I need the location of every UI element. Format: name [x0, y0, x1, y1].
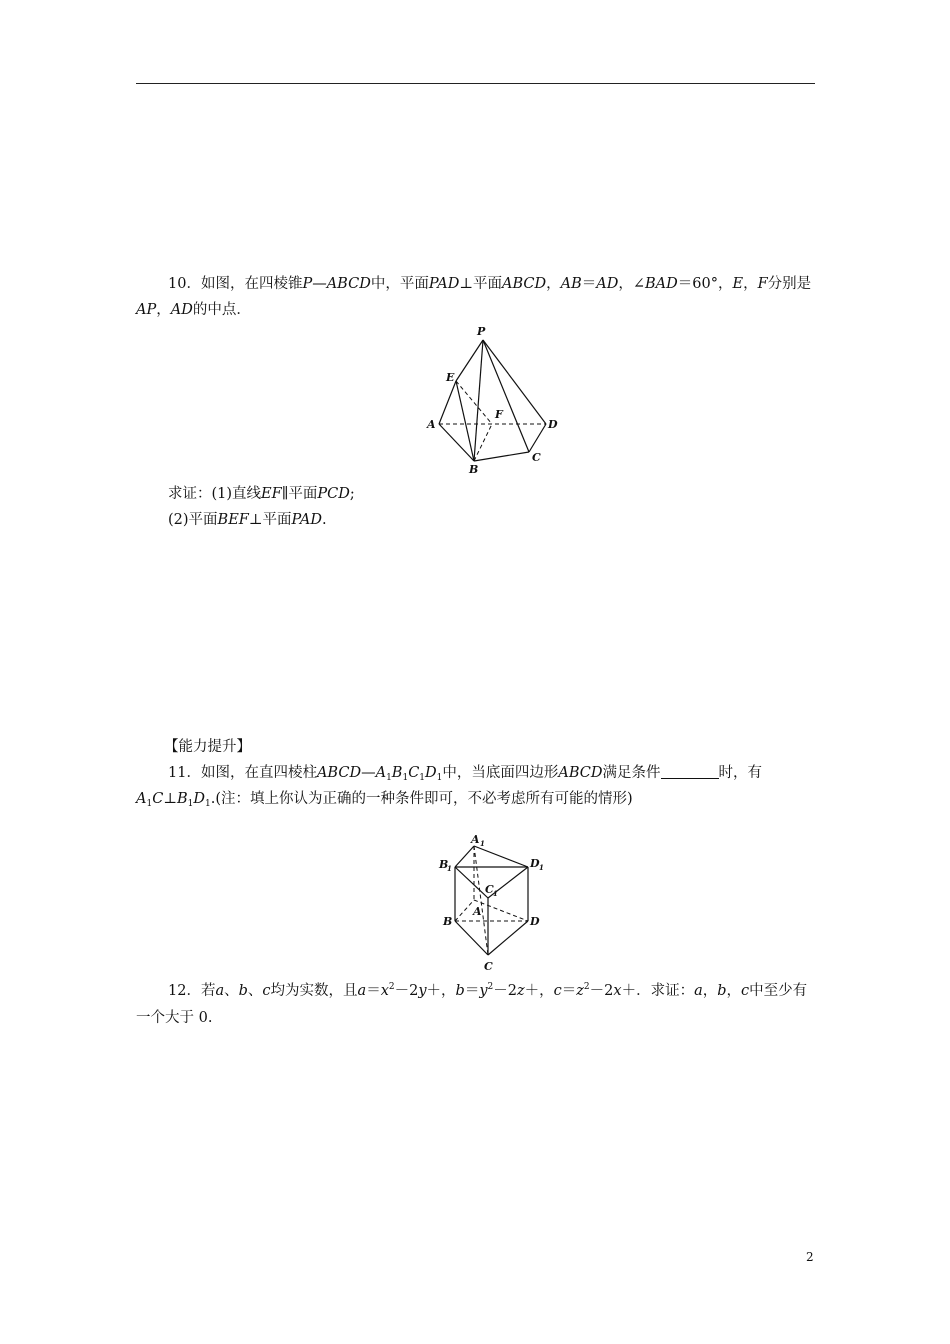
problem-11-line-1: 11．如图，在直四棱柱$ABCD—A_1B_1C_1D_1$中，当底面四边形ABCD满足条件 时，有 [168, 765, 763, 783]
section-heading: 【能力提升】 [164, 739, 251, 755]
vertex-label-d: D [530, 915, 540, 928]
vertex-label-c: C [532, 451, 541, 464]
problem-10-line-1: 10．如图，在四棱锥P—ABCD中，平面PAD⊥平面ABCD，AB＝AD，∠BAD＝60°，E，F分别是 [168, 276, 812, 292]
vertex-label-c1: C [485, 883, 494, 896]
problem-12-line-1: 12．若a、b、c均为实数，且$a=x^2-2y+$，$b=y^2-2z+$，$c=z^2-2x+$．求证：a，b，c中至少有 [168, 982, 808, 999]
vertex-label-d1: D [530, 857, 540, 870]
vertex-label-b: B [443, 915, 453, 928]
svg-text:1: 1 [493, 889, 498, 898]
problem-10-line-2: AP，AD的中点． [136, 302, 251, 318]
svg-text:1: 1 [480, 839, 485, 848]
vertex-label-a: A [473, 905, 482, 918]
vertex-label-p: P [477, 325, 486, 338]
vertex-label-d: D [548, 418, 558, 431]
vertex-label-e: E [446, 371, 455, 384]
proof-part-2: (2)平面BEF⊥平面PAD. [168, 512, 327, 528]
vertex-label-a1: A [471, 833, 480, 846]
svg-text:1: 1 [539, 863, 544, 872]
vertex-label-b: B [469, 463, 479, 476]
problem-12-line-2: 一个大于 0. [136, 1010, 213, 1026]
vertex-label-c: C [484, 960, 493, 973]
svg-text:1: 1 [447, 864, 452, 873]
problem-11-line-2: $A_1C\perp B_1D_1$.(注：填上你认为正确的一种条件即可，不必考虑所有可能的情形) [136, 791, 633, 809]
vertex-label-a: A [427, 418, 436, 431]
proof-part-1: 求证：(1)直线EF∥平面PCD; [168, 486, 355, 502]
page-number: 2 [806, 1250, 814, 1264]
vertex-label-b1: B [439, 858, 449, 871]
vertex-label-f: F [495, 408, 503, 421]
